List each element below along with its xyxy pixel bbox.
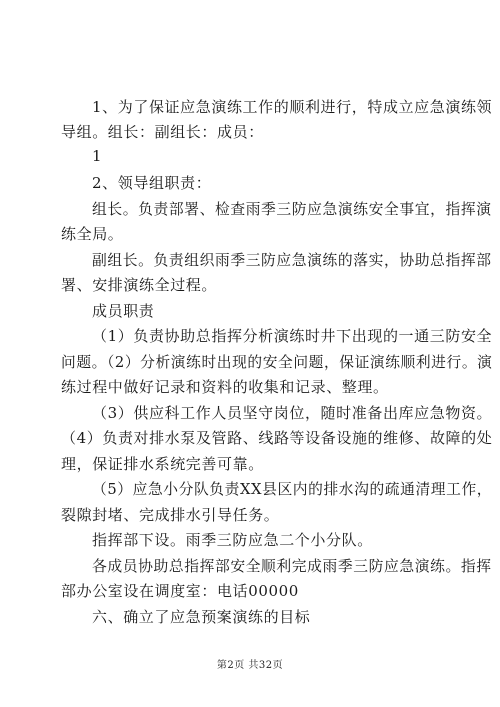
text-line: 1 [92, 147, 103, 165]
text-line: 2、领导组职责： [92, 174, 212, 192]
text-line: 1、为了保证应急演练工作的顺利进行，特成立应急演练领 [92, 98, 493, 116]
text-line: 练过程中做好记录和资料的收集和记录、整理。 [61, 378, 389, 396]
text-line: 组长。负责部署、检查雨季三防应急演练安全事宜，指挥演 [92, 200, 492, 218]
text-line: 指挥部下设。雨季三防应急二个小分队。 [92, 531, 373, 549]
text-line: 导组。组长：副组长：成员： [61, 123, 264, 141]
text-line: （1）负责协助总指挥分析演练时井下出现的一通三防安全 [92, 327, 493, 345]
text-line: 练全局。 [61, 225, 124, 243]
page-footer: 第2页 共32页 [216, 660, 284, 671]
text-line: 问题。（2）分析演练时出现的安全问题，保证演练顺利进行。演 [61, 353, 493, 371]
text-line: （4）负责对排水泵及管路、线路等设备设施的维修、故障的处 [61, 429, 493, 447]
text-line: 理，保证排水系统完善可靠。 [61, 455, 264, 473]
text-line: 署、安排演练全过程。 [61, 276, 218, 294]
text-line: （5）应急小分队负责XX县区内的排水沟的疏通清理工作， [92, 480, 493, 498]
text-line: 裂隙封堵、完成排水引导任务。 [61, 506, 280, 524]
text-line: 各成员协助总指挥部安全顺利完成雨季三防应急演练。指挥 [92, 557, 492, 575]
text-line: 副组长。负责组织雨季三防应急演练的落实，协助总指挥部 [92, 251, 492, 269]
text-line: （3）供应科工作人员坚守岗位，随时准备出库应急物资。 [92, 404, 493, 422]
text-line: 部办公室设在调度室：电话00000 [61, 582, 299, 600]
text-line: 成员职责 [92, 302, 155, 320]
text-line: 六、确立了应急预案演练的目标 [92, 608, 311, 626]
